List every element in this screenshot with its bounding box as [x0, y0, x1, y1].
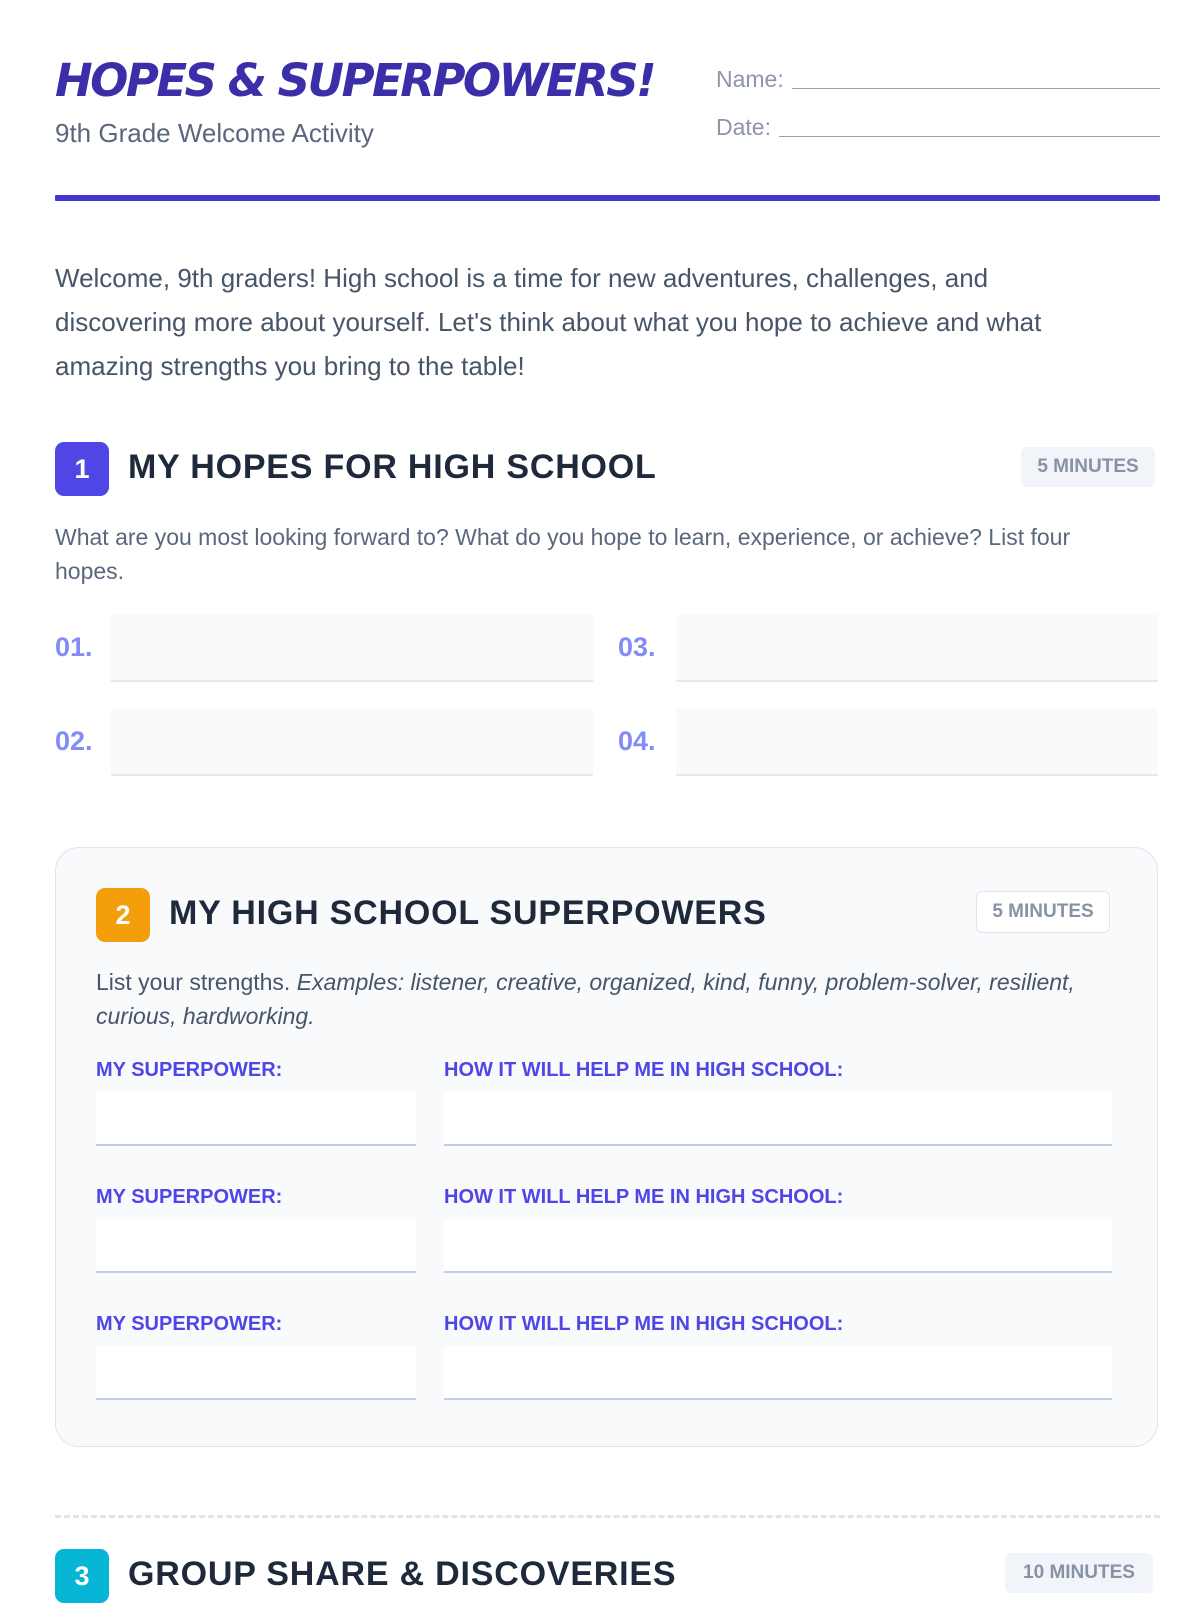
worksheet-title: HOPES & SUPERPOWERS! [55, 54, 655, 107]
section-divider [55, 1515, 1160, 1518]
hope-number: 02. [55, 726, 93, 756]
instructions-lead: List your strengths. [96, 969, 291, 995]
section-1-title: MY HOPES FOR HIGH SCHOOL [128, 448, 657, 486]
date-label: Date: [716, 114, 771, 140]
superpower-input-1[interactable] [96, 1092, 416, 1146]
section-2-time-badge: 5 MINUTES [976, 891, 1110, 933]
superpowers-card [55, 847, 1158, 1447]
intro-text: Welcome, 9th graders! High school is a time for new adventures, challenges, and discovering more about yourself. Let's think about what you hope to achieve and what amazing strengths you bring to the table! [55, 263, 1042, 381]
section-2-number: 2 [96, 888, 150, 942]
section-1-time-badge: 5 MINUTES [1021, 447, 1155, 487]
superpower-label: MY SUPERPOWER: [96, 1059, 283, 1081]
hope-number: 01. [55, 632, 93, 662]
superpower-input-2[interactable] [96, 1219, 416, 1273]
section-3-title: GROUP SHARE & DISCOVERIES [128, 1555, 677, 1593]
superpower-label: MY SUPERPOWER: [96, 1186, 283, 1208]
help-input-3[interactable] [444, 1346, 1112, 1400]
hope-input-4[interactable] [676, 708, 1158, 776]
hope-input-3[interactable] [676, 614, 1158, 682]
hope-input-1[interactable] [111, 614, 593, 682]
hope-number: 04. [618, 726, 656, 756]
section-2-instructions [96, 965, 1106, 1033]
name-row [716, 66, 1160, 93]
help-label: HOW IT WILL HELP ME IN HIGH SCHOOL: [444, 1186, 844, 1208]
hope-input-2[interactable] [111, 708, 593, 776]
help-label: HOW IT WILL HELP ME IN HIGH SCHOOL: [444, 1059, 844, 1081]
worksheet-subtitle: 9th Grade Welcome Activity [55, 118, 374, 148]
superpower-label: MY SUPERPOWER: [96, 1313, 283, 1335]
date-row [716, 114, 1160, 141]
date-field[interactable] [779, 135, 1160, 137]
name-field[interactable] [792, 87, 1160, 89]
section-3-number: 3 [55, 1549, 109, 1603]
header-divider [55, 195, 1160, 201]
name-label: Name: [716, 66, 784, 92]
superpower-input-3[interactable] [96, 1346, 416, 1400]
instructions-examples: Examples: listener, creative, organized, kind, funny, problem-solver, resilient, curious, hardworking. [96, 969, 1075, 1029]
help-label: HOW IT WILL HELP ME IN HIGH SCHOOL: [444, 1313, 844, 1335]
section-3-time-badge: 10 MINUTES [1005, 1553, 1153, 1593]
help-input-1[interactable] [444, 1092, 1112, 1146]
section-2-title: MY HIGH SCHOOL SUPERPOWERS [169, 894, 767, 932]
hope-number: 03. [618, 632, 656, 662]
section-1-number: 1 [55, 442, 109, 496]
section-1-instructions: What are you most looking forward to? What do you hope to learn, experience, or achieve? List four hopes. [55, 524, 1071, 584]
help-input-2[interactable] [444, 1219, 1112, 1273]
